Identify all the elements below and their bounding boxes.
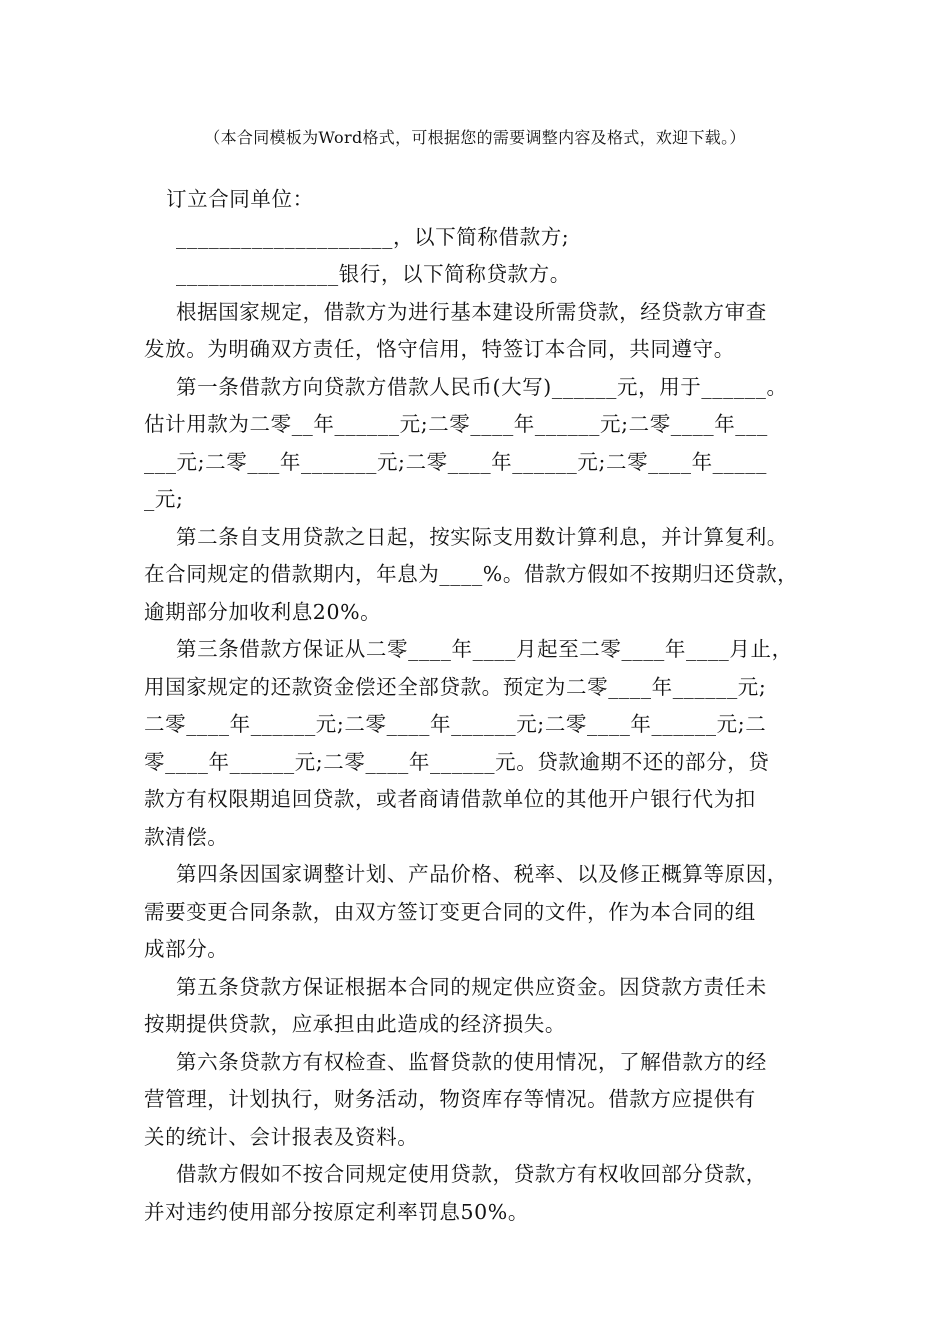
article-1-line: _元; — [144, 487, 184, 511]
article-2-line: 逾期部分加收利息20%。 — [144, 599, 382, 624]
paragraph-line: 根据国家规定，借款方为进行基本建设所需贷款，经贷款方审查 — [176, 299, 767, 324]
article-3-line: 零____年______元;二零____年______元。贷款逾期不还的部分，贷 — [144, 749, 770, 774]
template-note: （本合同模板为Word格式，可根据您的需要调整内容及格式，欢迎下载。） — [204, 128, 746, 147]
article-3-line: 第三条借款方保证从二零____年____月起至二零____年____月止， — [176, 637, 793, 661]
article-4-line: 第四条因国家调整计划、产品价格、税率、以及修正概算等原因， — [176, 862, 788, 886]
article-2-line: 在合同规定的借款期内，年息为____%。借款方假如不按期归还贷款， — [144, 562, 799, 586]
article-4-line: 需要变更合同条款，由双方签订变更合同的文件，作为本合同的组 — [144, 899, 756, 924]
article-6-line: 营管理，计划执行，财务活动，物资库存等情况。借款方应提供有 — [144, 1087, 756, 1111]
penalty-line: 并对违约使用部分按原定利率罚息50%。 — [144, 1199, 529, 1224]
penalty-line: 借款方假如不按合同规定使用贷款，贷款方有权收回部分贷款， — [176, 1162, 767, 1186]
article-3-line: 款方有权限期追回贷款，或者商请借款单位的其他开户银行代为扣 — [144, 787, 756, 811]
article-5-line: 按期提供贷款，应承担由此造成的经济损失。 — [144, 1012, 566, 1036]
article-4-line: 成部分。 — [144, 937, 229, 961]
contract-parties-heading: 订立合同单位： — [166, 187, 314, 211]
article-6-line: 关的统计、会计报表及资料。 — [144, 1124, 419, 1149]
article-6-line: 第六条贷款方有权检查、监督贷款的使用情况，了解借款方的经 — [176, 1049, 767, 1074]
article-1-line: 第一条借款方向贷款方借款人民币(大写)______元，用于______。 — [176, 374, 788, 399]
article-1-line: ___元;二零___年_______元;二零____年______元;二零____年_____ — [144, 449, 767, 474]
contract-body — [144, 181, 809, 1231]
article-3-line: 二零____年______元;二零____年______元;二零____年______元;二 — [144, 712, 767, 736]
lender-line: _______________银行，以下简称贷款方。 — [176, 262, 571, 286]
article-3-line: 用国家规定的还款资金偿还全部贷款。预定为二零____年______元; — [144, 674, 767, 699]
article-5-line: 第五条贷款方保证根据本合同的规定供应资金。因贷款方责任未 — [176, 974, 767, 999]
paragraph-line: 发放。为明确双方责任，恪守信用，特签订本合同，共同遵守。 — [144, 337, 735, 361]
article-1-line: 估计用款为二零__年______元;二零____年______元;二零____年___ — [144, 412, 768, 436]
article-2-line: 第二条自支用贷款之日起，按实际支用数计算利息，并计算复利。 — [176, 524, 788, 549]
article-3-line: 款清偿。 — [144, 824, 229, 849]
borrower-line: ____________________，以下简称借款方; — [176, 224, 570, 249]
